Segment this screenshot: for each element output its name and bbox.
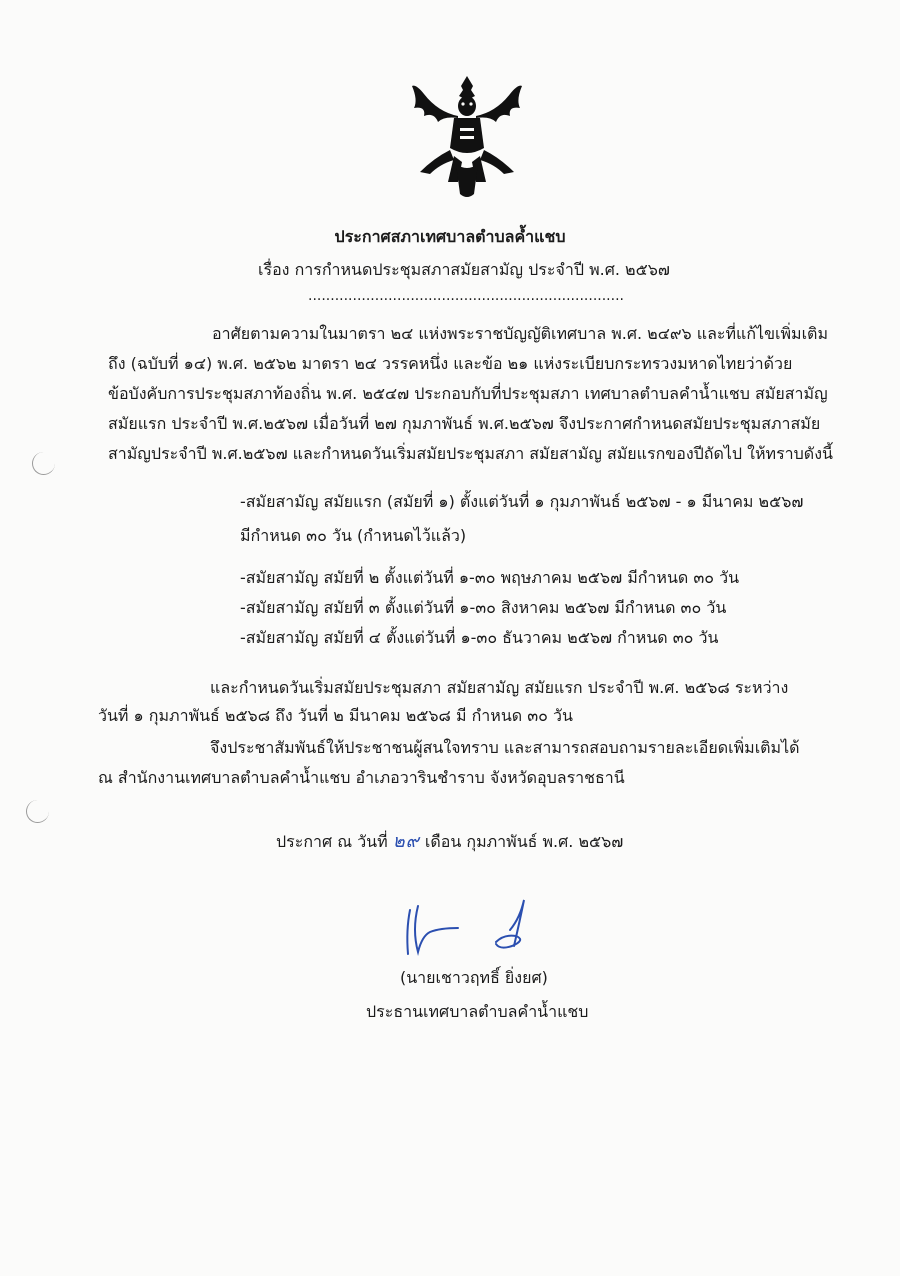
- garuda-emblem-icon: [406, 72, 528, 200]
- session-line: -สมัยสามัญ สมัยที่ ๓ ตั้งแต่วันที่ ๑-๓๐ สิงหาคม ๒๕๖๗ มีกำหนด ๓๐ วัน: [240, 598, 727, 617]
- paragraph-line: ถึง (ฉบับที่ ๑๔) พ.ศ. ๒๕๖๒ มาตรา ๒๔ วรรคหนึ่ง และข้อ ๒๑ แห่งระเบียบกระทรวงมหาดไทยว่าด้วย: [108, 354, 793, 373]
- announce-date-suffix: เดือน กุมภาพันธ์ พ.ศ. ๒๕๖๗: [424, 832, 624, 851]
- signer-name: (นายเชาวฤทธิ์ ยิ่งยศ): [400, 968, 548, 987]
- paragraph-line: วันที่ ๑ กุมภาพันธ์ ๒๕๖๘ ถึง วันที่ ๒ มีนาคม ๒๕๖๘ มี กำหนด ๓๐ วัน: [98, 706, 573, 725]
- session-line: -สมัยสามัญ สมัยที่ ๒ ตั้งแต่วันที่ ๑-๓๐ พฤษภาคม ๒๕๖๗ มีกำหนด ๓๐ วัน: [240, 568, 740, 587]
- signature-icon: [398, 896, 558, 962]
- paragraph-line: จึงประชาสัมพันธ์ให้ประชาชนผู้สนใจทราบ และสามารถสอบถามรายละเอียดเพิ่มเติมได้: [210, 738, 800, 757]
- paragraph-line: ณ สำนักงานเทศบาลตำบลคำน้ำแชบ อำเภอวารินชำราบ จังหวัดอุบลราชธานี: [98, 768, 625, 787]
- handwritten-day: ๒๙: [392, 831, 420, 852]
- paragraph-line: ข้อบังคับการประชุมสภาท้องถิ่น พ.ศ. ๒๕๔๗ ประกอบกับที่ประชุมสภา เทศบาลตำบลคำน้ำแชบ สมัยสามัญ: [108, 384, 828, 403]
- signer-title: ประธานเทศบาลตำบลคำน้ำแชบ: [366, 1002, 589, 1021]
- punch-hole-mark: [32, 452, 55, 475]
- punch-hole-mark: [26, 800, 49, 823]
- session-line: -สมัยสามัญ สมัยที่ ๔ ตั้งแต่วันที่ ๑-๓๐ ธันวาคม ๒๕๖๗ กำหนด ๓๐ วัน: [240, 628, 719, 647]
- session-line: -สมัยสามัญ สมัยแรก (สมัยที่ ๑) ตั้งแต่วันที่ ๑ กุมภาพันธ์ ๒๕๖๗ - ๑ มีนาคม ๒๕๖๗: [240, 492, 804, 511]
- session-line: มีกำหนด ๓๐ วัน (กำหนดไว้แล้ว): [240, 526, 467, 545]
- announcement-subject: เรื่อง การกำหนดประชุมสภาสมัยสามัญ ประจำปี พ.ศ. ๒๕๖๗: [258, 260, 670, 279]
- announce-date: [276, 826, 623, 855]
- announce-date-prefix: ประกาศ ณ วันที่: [276, 832, 388, 851]
- paragraph-line: อาศัยตามความในมาตรา ๒๔ แห่งพระราชบัญญัติเทศบาล พ.ศ. ๒๔๙๖ และที่แก้ไขเพิ่มเติม: [212, 324, 828, 343]
- title-separator: .......................................................................: [308, 288, 624, 304]
- paragraph-line: สมัยแรก ประจำปี พ.ศ.๒๕๖๗ เมื่อวันที่ ๒๗ กุมภาพันธ์ พ.ศ.๒๕๖๗ จึงประกาศกำหนดสมัยประชุมสภาสมัย: [108, 414, 821, 433]
- paragraph-line: สามัญประจำปี พ.ศ.๒๕๖๗ และกำหนดวันเริ่มสมัยประชุมสภา สมัยสามัญ สมัยแรกของปีถัดไป ให้ทราบดังนี้: [108, 444, 833, 463]
- paragraph-line: และกำหนดวันเริ่มสมัยประชุมสภา สมัยสามัญ สมัยแรก ประจำปี พ.ศ. ๒๕๖๘ ระหว่าง: [210, 678, 789, 697]
- announcement-title: ประกาศสภาเทศบาลตำบลค้ำแชบ: [334, 227, 566, 246]
